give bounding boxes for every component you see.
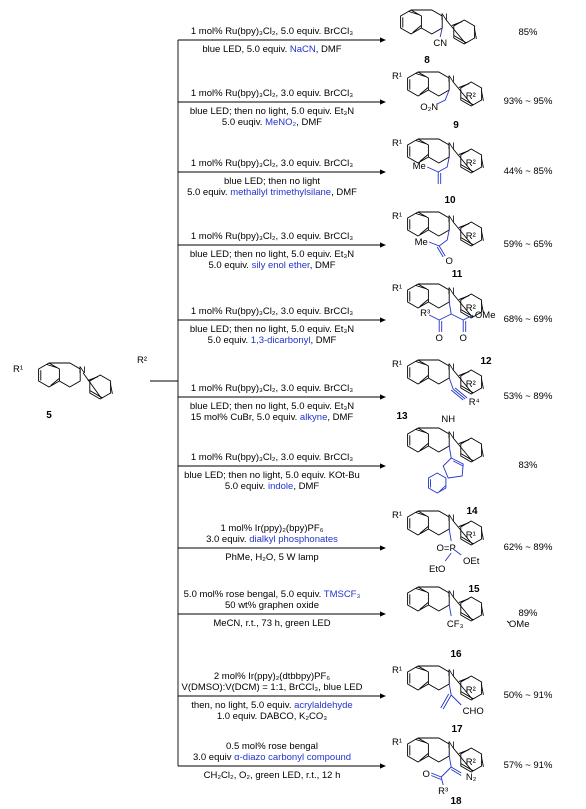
bond [451,390,463,400]
arrowhead [380,463,386,468]
arrowhead [380,545,386,550]
highlight-reagent: TMSCF₃ [323,589,361,600]
indole-benzo-ring [429,473,446,493]
highlight-reagent: sily enol ether [251,260,310,271]
text-segment: 1 mol% Ru(bpy)₃Cl₂, 3.0 equiv. BrCCl₃ [190,306,354,317]
condition-below [204,770,341,781]
bond [453,389,465,399]
nitrogen-label: N [440,12,448,23]
text-segment: 5.0 equiv. [224,481,268,492]
r1-label: R¹ [391,283,403,294]
yield-9: 93% ~ 95% [503,96,553,107]
benzo-ring [408,738,429,762]
text-segment: 15 mol% CuBr, 5.0 equiv. [190,412,300,423]
arrowhead [380,37,386,42]
yield-11: 59% ~ 65% [503,239,553,250]
compound-label-15: 15 [468,584,480,595]
compound-label-11: 11 [451,269,463,280]
highlight-reagent: NaCN [289,44,316,55]
bond [427,167,438,172]
bond [451,695,461,705]
r2-label: R² [465,685,476,696]
reaction-rows [178,10,553,807]
text-segment: blue LED; then no light, 5.0 equiv. Et₃N [189,401,355,412]
condition-below [190,106,354,117]
bond [449,529,451,541]
product-structure-15 [392,510,483,595]
reaction-row-8 [178,26,538,55]
r2-label: R² [465,379,476,390]
yield-15: 62% ~ 89% [503,542,553,553]
text-segment: , DMF [309,260,336,271]
text-segment: 2 mol% Ir(ppy)₂(dtbbpy)PF₆ [213,671,331,682]
product-structure-9 [392,71,483,131]
condition-below [202,44,341,55]
r1-label: R¹ [391,665,403,676]
text-segment: 3.0 equiv. [206,534,250,545]
bond [459,224,469,228]
condition-above [193,752,351,763]
bond [451,314,463,332]
text-segment: PhMe, H₂O, 5 W lamp [225,552,319,563]
condition-below [190,249,354,260]
text-segment: 5.0 equiv. [208,260,252,271]
r1-label: R¹ [391,737,403,748]
trifluoromethyl-group: CF₃ [446,619,464,630]
text-segment: blue LED; then no light, 5.0 equiv. Et₃N [189,324,355,335]
text-segment: , DMF [331,187,357,198]
text-segment: 1 mol% Ru(bpy)₃Cl₂, 3.0 equiv. BrCCl₃ [190,158,354,169]
arrowhead [380,169,386,174]
r1-label: R¹ [391,510,403,521]
text-segment: , DMF [315,44,342,55]
bond [449,756,451,767]
ethoxy-right: OEt [463,556,480,567]
bond [459,599,469,603]
text-segment: 1 mol% Ir(ppy)₂(bpy)PF₆ [220,523,324,534]
bond [429,315,439,320]
bond [449,446,451,458]
arrowhead [380,611,386,616]
reaction-row-13 [178,383,553,423]
benzo-ring [39,363,60,387]
compound-label-14: 14 [466,506,478,517]
highlight-reagent: α-diazo carbonyl compound [234,752,352,763]
r2-label: R² [136,355,148,366]
yield-8: 85% [518,27,538,38]
text-segment: , DMF [327,412,354,423]
methoxy-label: OMe [508,619,530,630]
text-segment: 5.0 equiv. [207,335,251,346]
condition-above [225,600,319,611]
nitrogen-label: N [447,286,455,297]
product-structure-17 [392,665,484,735]
condition-above [182,682,363,693]
condition-below [217,711,327,722]
benzo-ring [408,428,429,452]
aldehyde-group: CHO [462,706,484,717]
methoxy-label: OMe [474,310,496,321]
carbonyl-oxygen: O [445,256,453,267]
r1-label: R¹ [12,364,24,375]
text-segment: 1 mol% Ru(bpy)₃Cl₂, 3.0 equiv. BrCCl₃ [190,231,354,242]
condition-below [190,401,354,412]
condition-below [184,470,360,481]
nitrogen-label: N [447,430,455,441]
reaction-row-14 [178,452,538,492]
nitrogen-label: N [447,362,455,373]
text-segment: blue LED; then no light, 5.0 equiv. Et₃N [189,106,355,117]
bond [459,440,469,444]
product-structure-12 [392,283,496,367]
text-segment: 5.0 mol% rose bengal, 5.0 equiv. [183,589,324,600]
arrowhead [380,242,386,247]
reaction-row-16 [178,589,538,629]
compound-label-8: 8 [424,55,430,66]
benzo-ring [408,212,429,236]
cyano-group: CN [433,38,448,49]
benzo-ring [408,72,429,96]
highlight-reagent: alkyne [299,412,328,423]
benzo-ring [408,587,429,611]
condition-above [191,383,353,394]
bond [439,314,451,332]
bond [452,22,462,26]
bond [459,151,469,155]
bond [441,767,451,777]
reaction-row-15 [178,523,553,563]
nitrogen-label: N [447,513,455,524]
benzo-ring [401,10,422,34]
reaction-row-18 [178,741,553,781]
compound-label-18: 18 [450,796,462,807]
nitrogen-label: N [447,668,455,679]
carbonyl-oxygen: O [422,769,430,780]
bond [88,377,98,381]
yield-12: 68% ~ 69% [503,314,553,325]
condition-below [222,117,322,128]
benzo-ring [408,139,429,163]
nitrogen-label: N [447,214,455,225]
nitrogen-label: N [447,74,455,85]
condition-above [220,523,323,534]
diazo-group: N₂ [465,772,477,783]
highlight-reagent: methallyl trimethylsilane [230,187,332,198]
text-segment: 5.0 euqiv. [221,117,266,128]
condition-below [208,260,335,271]
text-segment: blue LED; then no light, 5.0 equiv. Et₃N [189,249,355,260]
text-segment: then, no light, 5.0 equiv. [191,700,295,711]
condition-below [208,335,337,346]
product-structure-14 [408,414,484,517]
bond [449,302,451,314]
r2-label: R² [465,303,476,314]
compound-label-5: 5 [46,410,52,421]
yield-18: 57% ~ 91% [503,760,553,771]
bond [441,777,443,785]
text-segment: 0.5 mol% rose bengal [226,741,318,752]
bond [438,157,449,172]
reaction-row-17 [178,671,553,722]
text-segment: V(DMSO):V(DCM) = 1:1, BrCCl₃, blue LED [181,682,363,693]
compound-label-10: 10 [444,195,456,206]
r2-label: R² [465,91,476,102]
benzo-ring [408,511,429,535]
nitrogen-label: NH [441,414,456,425]
text-segment: , DMF [293,481,320,492]
bond [459,523,469,527]
yield-13: 53% ~ 89% [503,391,553,402]
condition-above [214,671,330,682]
bond [445,553,451,561]
r4-label: R⁴ [468,397,480,408]
text-segment: CH₂Cl₂, O₂, green LED, r.t., 12 h [203,770,341,781]
reaction-row-12 [178,306,553,346]
product-structure-13 [392,359,483,422]
arrowhead [380,693,386,698]
nitrogen-label: N [78,365,86,376]
highlight-reagent: dialkyl phosphonates [249,534,338,545]
text-segment: , DMF [310,335,337,346]
arrowhead [380,317,386,322]
bond [449,605,451,616]
r1-label: R¹ [391,138,403,149]
r1-label: R¹ [391,211,403,222]
arrowhead [380,99,386,104]
product-structure-11 [392,211,483,280]
reaction-row-10 [178,158,553,198]
text-segment: , DMF [296,117,323,128]
text-segment: 1 mol% Ru(bpy)₃Cl₂, 5.0 equiv. BrCCl₃ [190,26,354,37]
condition-below [190,324,354,335]
branch-bracket [150,40,178,766]
condition-above [191,306,353,317]
condition-above [206,534,338,545]
highlight-reagent: indole [267,481,294,492]
r2-label: R² [465,231,476,242]
benzo-ring [408,284,429,308]
text-segment: 3.0 equiv [192,752,235,763]
ester-oxygen: O [459,333,467,344]
condition-below [187,187,357,198]
condition-below [225,481,320,492]
ethoxy-left: EtO [429,564,446,575]
methyl-label: Me [414,237,428,248]
text-segment: 1 mol% Ru(bpy)₃Cl₂, 3.0 equiv. BrCCl₃ [190,383,354,394]
product-structure-8 [401,10,477,66]
r3-label: R³ [420,308,431,319]
bond [459,296,469,300]
ketone-oxygen: O [435,333,443,344]
yield-14: 83% [518,460,538,471]
nitrogen-label: N [447,740,455,751]
bond [459,678,469,682]
r1-label: R¹ [391,359,403,370]
compound-label-13: 13 [396,411,408,422]
condition-below [191,412,354,423]
r2-label: R¹ [465,530,476,541]
condition-above [191,158,353,169]
benzo-ring [408,360,429,384]
bond [459,372,469,376]
condition-above [191,88,353,99]
highlight-reagent: acrylaldehyde [294,700,353,711]
product-structure-18 [392,737,483,807]
starting-material-5 [13,355,147,421]
phosphoryl-group: O=P [436,543,456,554]
condition-above [191,231,353,242]
bond [437,90,449,104]
benzo-ring [408,666,429,690]
text-segment: blue LED; then no light [223,176,321,187]
arrowhead [380,394,386,399]
yield-16: 89% [518,608,538,619]
nitrogen-label: N [447,589,455,600]
text-segment: 5.0 equiv. [187,187,231,198]
bond [449,684,451,695]
yield-17: 50% ~ 91% [503,690,553,701]
condition-below [213,618,330,629]
condition-above [191,26,353,37]
product-structure-10 [392,138,483,206]
condition-below [225,552,318,563]
text-segment: 1.0 equiv. DABCO, K₂CO₃ [216,711,328,722]
methyl-label: Me [412,161,426,172]
text-segment: 1 mol% Ru(bpy)₃Cl₂, 3.0 equiv. BrCCl₃ [190,452,354,463]
r1-label: R¹ [391,71,403,82]
reaction-row-11 [178,231,553,271]
reaction-row-9 [178,88,553,128]
highlight-reagent: MeNO₂ [265,117,297,128]
nitrogen-label: N [447,141,455,152]
r2-label: R² [465,158,476,169]
text-segment: 1 mol% Ru(bpy)₃Cl₂, 3.0 equiv. BrCCl₃ [190,88,354,99]
nitro-group: O₂N [420,102,439,113]
r3-label: R³ [438,786,449,797]
condition-below [224,176,320,187]
bond [459,750,469,754]
text-segment: blue LED; then no light, 5.0 equiv. KOt-Bu [184,470,360,481]
compound-label-17: 17 [451,724,463,735]
compound-label-16: 16 [450,649,462,660]
bond [449,378,453,389]
yield-10: 44% ~ 85% [503,166,553,177]
bond [459,84,469,88]
text-segment: 50 wt% graphen oxide [224,600,320,611]
highlight-reagent: 1,3-dicarbonyl [250,335,311,346]
condition-above [226,741,318,752]
compound-label-12: 12 [480,356,492,367]
r2-label: R² [465,757,476,768]
text-segment: MeCN, r.t., 73 h, green LED [213,618,331,629]
condition-above [191,452,353,463]
condition-below [191,700,352,711]
compound-label-9: 9 [453,120,459,131]
arrowhead [380,763,386,768]
product-structure-16 [408,587,530,660]
text-segment: blue LED, 5.0 equiv. [202,44,290,55]
condition-above [184,589,361,600]
